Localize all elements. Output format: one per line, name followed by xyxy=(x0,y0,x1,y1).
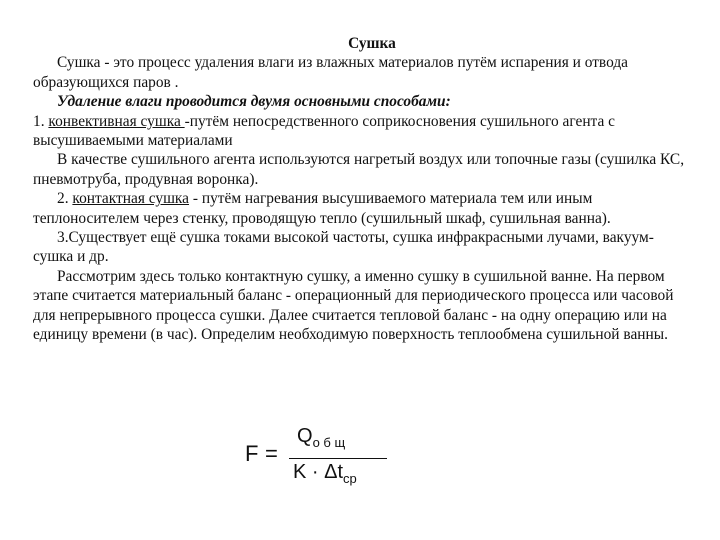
formula-numerator xyxy=(297,425,345,450)
heat-transfer-formula xyxy=(245,425,395,495)
formula-numerator-sub: о б щ xyxy=(312,435,346,450)
formula-denominator xyxy=(293,461,357,486)
term-convective-drying: конвективная сушка xyxy=(48,112,185,130)
formula-lhs: F xyxy=(245,441,259,466)
formula-denominator-main: K · Δt xyxy=(293,461,344,483)
formula-fraction-bar xyxy=(289,458,387,459)
list-item-number: 1. xyxy=(33,112,49,130)
list-item-number: 2. xyxy=(57,190,73,208)
paragraph-agents: В качестве сушильного агента используются нагретый воздух или топочные газы (сушилка КС, пневмотруба, продувная воронка). xyxy=(33,151,685,188)
list-item-contact xyxy=(33,189,693,228)
list-item-other-methods: 3.Существует ещё сушка токами высокой частоты, сушка инфракрасными лучами, вакуум-сушка и др. xyxy=(33,229,654,266)
list-item-text: - путём нагревания высушиваемого материала тем или иным теплоносителем через стенку, проводящую тепло (сушильный шкаф, сушильная ванна). xyxy=(33,190,611,227)
formula-equals: = xyxy=(265,441,278,466)
document-body xyxy=(33,34,693,345)
paragraph-contact-drying: Рассмотрим здесь только контактную сушку, а именно сушку в сушильной ванне. На первом этапе считается материальный баланс - операционный для периодического процесса или часовой для непрерывного процесса сушки. Далее считается тепловой баланс - на одну операцию или на единицу времени (в час). Определим необходимую поверхность теплообмена сушильной ванны. xyxy=(33,267,674,344)
document-title: Сушка xyxy=(348,35,396,52)
term-contact-drying: контактная сушка xyxy=(72,190,190,208)
formula-numerator-main: Q xyxy=(297,425,313,447)
paragraph-definition: Сушка - это процесс удаления влаги из влажных материалов путём испарения и отвода образующихся паров . xyxy=(33,54,629,91)
list-item-text: -путём непосредственного соприкосновения сушильного агента с высушиваемыми материалами xyxy=(33,112,615,150)
formula-denominator-sub: ср xyxy=(343,471,357,486)
list-item-convective xyxy=(33,112,693,151)
paragraph-methods-heading: Удаление влаги проводится двумя основными способами: xyxy=(57,93,451,111)
